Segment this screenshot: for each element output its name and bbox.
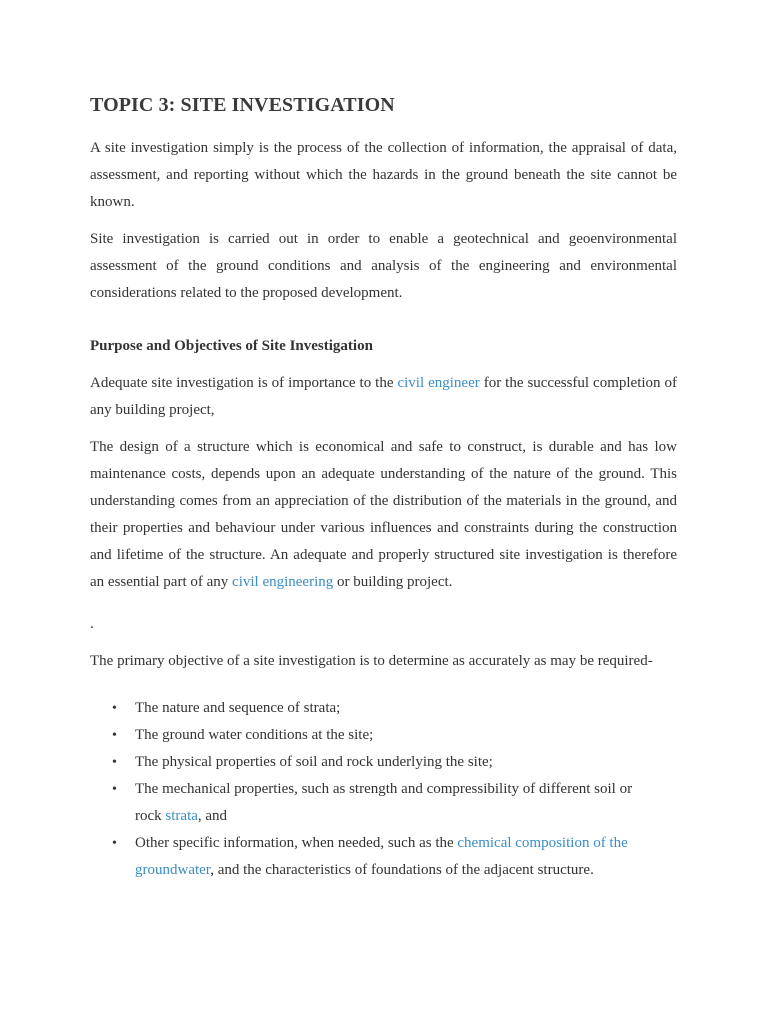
- bullet-icon: •: [112, 701, 117, 716]
- text-segment: Adequate site investigation is of importance to the: [90, 375, 398, 391]
- list-item: [112, 749, 677, 776]
- objectives-list: [90, 695, 677, 884]
- list-item-text: The ground water conditions at the site;: [135, 727, 374, 743]
- text-segment: The design of a structure which is economical and safe to construct, is durable and has low maintenance costs, depends upon an adequate understanding of the nature of the ground. This understanding comes from an appreciation of the distribution of the materials in the ground, and their properties and behaviour under various influences and constraints during the construction and lifetime of the structure. An adequate and properly structured site investigation is therefore an essential part of any: [90, 439, 677, 590]
- list-item: [112, 776, 677, 830]
- list-item-text: , and: [197, 808, 228, 824]
- list-item-text: The nature and sequence of strata;: [135, 700, 341, 716]
- list-item: [112, 722, 677, 749]
- text-segment: for the successful completion of any building project,: [90, 375, 677, 418]
- civil-engineering-link[interactable]: civil engineering: [232, 574, 334, 590]
- list-item-text: The physical properties of soil and rock underlying the site;: [135, 754, 493, 770]
- objective-paragraph: The primary objective of a site investigation is to determine as accurately as may be required-: [90, 653, 653, 669]
- list-item-text: The mechanical properties, such as strength and compressibility of different soil or rock: [135, 781, 633, 824]
- separator-dot: .: [90, 616, 94, 632]
- list-item: [112, 830, 677, 884]
- bullet-icon: •: [112, 728, 117, 743]
- list-item-text: Other specific information, when needed, such as the: [135, 835, 458, 851]
- bullet-icon: •: [112, 836, 117, 851]
- civil-engineer-link[interactable]: civil engineer: [397, 375, 480, 391]
- intro-paragraph: A site investigation simply is the process of the collection of information, the appraisal of data, assessment, and reporting without which the hazards in the ground beneath the site cannot be known.: [90, 140, 677, 210]
- strata-link[interactable]: strata: [165, 808, 198, 824]
- purpose-paragraph: Site investigation is carried out in order to enable a geotechnical and geoenvironmental assessment of the ground conditions and analysis of the engineering and environmental considerations related to the proposed development.: [90, 231, 677, 301]
- list-item-text: , and the characteristics of foundations of the adjacent structure.: [210, 862, 594, 878]
- page-title: TOPIC 3: SITE INVESTIGATION: [90, 94, 395, 116]
- document-body: [90, 92, 677, 884]
- section-heading: Purpose and Objectives of Site Investigation: [90, 338, 373, 354]
- text-segment: or building project.: [333, 574, 453, 590]
- importance-paragraph: [90, 370, 677, 424]
- design-paragraph: [90, 434, 677, 596]
- groundwater-composition-link[interactable]: chemical composition of the groundwater: [135, 835, 628, 878]
- bullet-icon: •: [112, 755, 117, 770]
- bullet-icon: •: [112, 782, 117, 797]
- list-item: [112, 695, 677, 722]
